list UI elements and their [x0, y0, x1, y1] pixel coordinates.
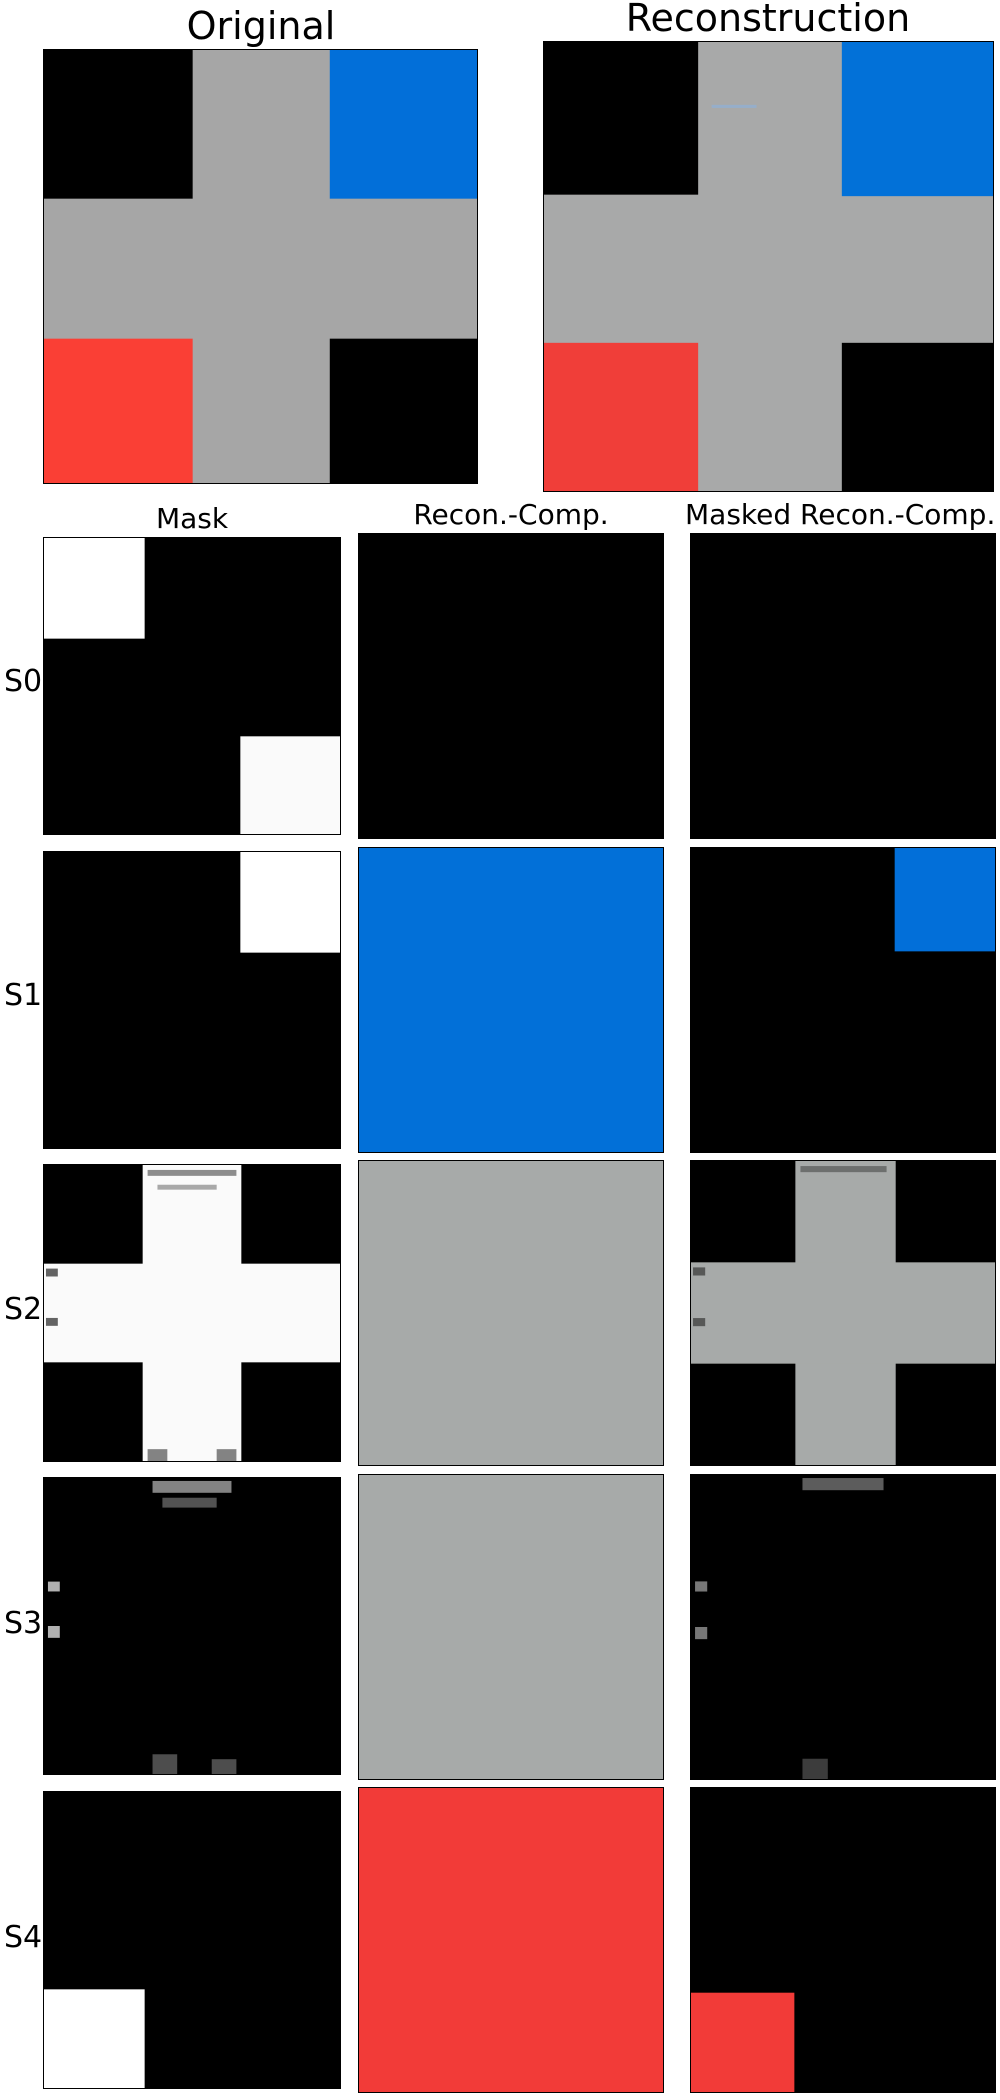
orig-red-bl: [44, 339, 193, 483]
s4-masked-recon-comp: [690, 1787, 996, 2093]
s3-mask: [43, 1477, 341, 1775]
s3-recon-comp: [358, 1474, 664, 1780]
s3-noise-bottom2: [212, 1759, 237, 1774]
s2-masked-recon-comp: [690, 1160, 996, 1466]
masked-recon-comp-column-title: Masked Recon.-Comp.: [685, 498, 996, 531]
s0-mask-tl: [44, 538, 145, 639]
s2-masked-horizontal: [691, 1262, 995, 1363]
reconstruction-grid: [544, 42, 993, 491]
s4-mask-bl: [44, 1989, 145, 2088]
s2-noise-bottom2: [217, 1449, 237, 1461]
reconstruction-title: Reconstruction: [625, 0, 911, 40]
slot-label-s2: S2: [4, 1292, 43, 1327]
s0-masked-recon-comp: [690, 533, 996, 839]
original-title: Original: [186, 4, 336, 48]
s1-component-fill: [359, 848, 663, 1152]
slot-label-s3: S3: [4, 1606, 43, 1641]
s1-masked-tr: [895, 848, 995, 951]
recon-comp-column-title: Recon.-Comp.: [413, 498, 609, 531]
recon-black-br: [842, 343, 993, 491]
mask-column-title: Mask: [155, 502, 229, 535]
s1-masked-recon-comp: [690, 847, 996, 1153]
orig-blue-tr: [330, 50, 477, 199]
recon-red-bl: [544, 343, 698, 491]
s3-masked-recon-comp: [690, 1474, 996, 1780]
s2-mask: [43, 1164, 341, 1462]
s1-recon-comp: [358, 847, 664, 1153]
s2-noise-top2: [157, 1185, 216, 1190]
s2-noise-top: [148, 1170, 237, 1176]
s2-noise-left2: [46, 1318, 58, 1326]
s4-mask: [43, 1791, 341, 2089]
orig-black-tl: [44, 50, 193, 199]
s3-noise-bottom: [153, 1754, 178, 1774]
s0-recon-comp: [358, 533, 664, 839]
s0-component-fill: [359, 534, 663, 838]
recon-artifact: [712, 105, 757, 108]
s0-mask: [43, 537, 341, 835]
s3-component-fill: [359, 1475, 663, 1779]
s3-noise-left2: [48, 1626, 60, 1638]
s3-noise-left: [48, 1582, 60, 1592]
s2-mask-horizontal: [44, 1264, 340, 1363]
slot-label-s0: S0: [4, 664, 43, 699]
s2-recon-comp: [358, 1160, 664, 1466]
original-grid: [44, 50, 477, 483]
s4-masked-bl: [691, 1993, 794, 2092]
s4-recon-comp: [358, 1787, 664, 2093]
reconstruction-image: [543, 41, 994, 492]
s3-noise-top2: [162, 1498, 216, 1508]
recon-black-tl: [544, 42, 698, 195]
s1-mask-tr: [240, 852, 340, 953]
s2-noise-bottom: [148, 1449, 168, 1461]
original-image: [43, 49, 478, 484]
orig-black-br: [330, 339, 477, 483]
slot-label-s1: S1: [4, 978, 43, 1013]
slot-label-s4: S4: [4, 1920, 43, 1955]
s0-mask-br: [240, 736, 340, 834]
s3-noise-top: [153, 1481, 232, 1493]
s2-noise-left: [46, 1269, 58, 1277]
recon-blue-tr: [842, 42, 993, 196]
s1-mask: [43, 851, 341, 1149]
s4-component-fill: [359, 1788, 663, 2092]
s2-component-fill: [359, 1161, 663, 1465]
